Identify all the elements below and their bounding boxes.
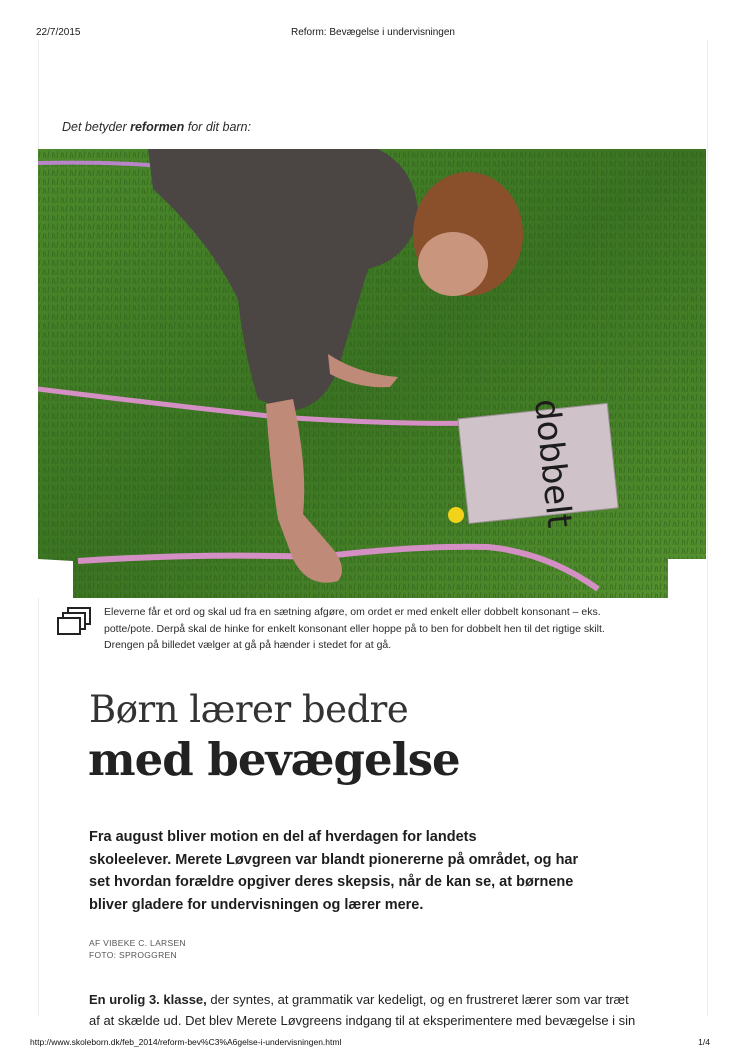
body-line-text: der syntes, at grammatik var kedeligt, og en frustreret lærer som var træt (206, 992, 629, 1007)
child-face (418, 232, 488, 296)
photo-stack-icon (55, 606, 93, 638)
photo-corner-left (38, 559, 73, 598)
article-photo (38, 149, 706, 598)
caption-line: Drengen på billedet vælger at gå på hænder i stedet for at gå. (104, 639, 392, 651)
kicker (62, 120, 251, 134)
lede-line: Fra august bliver motion en del af hverdagen for landets (89, 829, 477, 845)
body-lead-bold: En urolig 3. klasse, (89, 992, 207, 1007)
article-lede (89, 826, 599, 916)
article-body (89, 989, 649, 1031)
print-page-number: 1/4 (698, 1037, 710, 1047)
page-border-right (707, 40, 708, 1016)
photo-corner-right (668, 559, 706, 598)
dandelion-flower (448, 507, 464, 523)
lede-line: skoleelever. Merete Løvgreen var blandt pionererne på området, og har (89, 851, 579, 868)
caption-line: Eleverne får et ord og skal ud fra en sætning afgøre, om ordet er med enkelt eller dobbelt konsonant – eks. (104, 606, 601, 618)
kicker-emphasis: reformen (130, 120, 185, 134)
body-line (89, 989, 649, 1010)
lede-line: set hvordan forældre opgiver deres skepsis, når de kan se, at børnene (89, 874, 574, 890)
body-line: af at skælde ud. Det blev Merete Løvgreens indgang til at eksperimentere med bevægelse i sin (89, 1013, 636, 1028)
kicker-prefix: Det betyder (62, 120, 131, 134)
print-date: 22/7/2015 (36, 27, 81, 38)
sign-text: dobbelt (526, 396, 580, 530)
byline (89, 937, 186, 961)
print-url: http://www.skoleborn.dk/feb_2014/reform-bev%C3%A6gelse-i-undervisningen.html (30, 1037, 342, 1047)
byline-photo: FOTO: SPROGGREN (89, 950, 177, 960)
byline-author: AF VIBEKE C. LARSEN (89, 938, 186, 948)
print-page-title: Reform: Bevægelse i undervisningen (291, 27, 455, 38)
headline-line-1: Børn lærer bedre (89, 688, 409, 731)
photo-caption (104, 604, 664, 654)
kicker-suffix: for dit barn: (184, 120, 251, 134)
headline-line-2: med bevægelse (88, 733, 460, 786)
lede-line: bliver gladere for undervisningen og lærer mere. (89, 896, 424, 913)
caption-line: potte/pote. Derpå skal de hinke for enkelt konsonant eller hoppe på to ben for dobbelt hen til det rigtige skilt. (104, 622, 605, 635)
